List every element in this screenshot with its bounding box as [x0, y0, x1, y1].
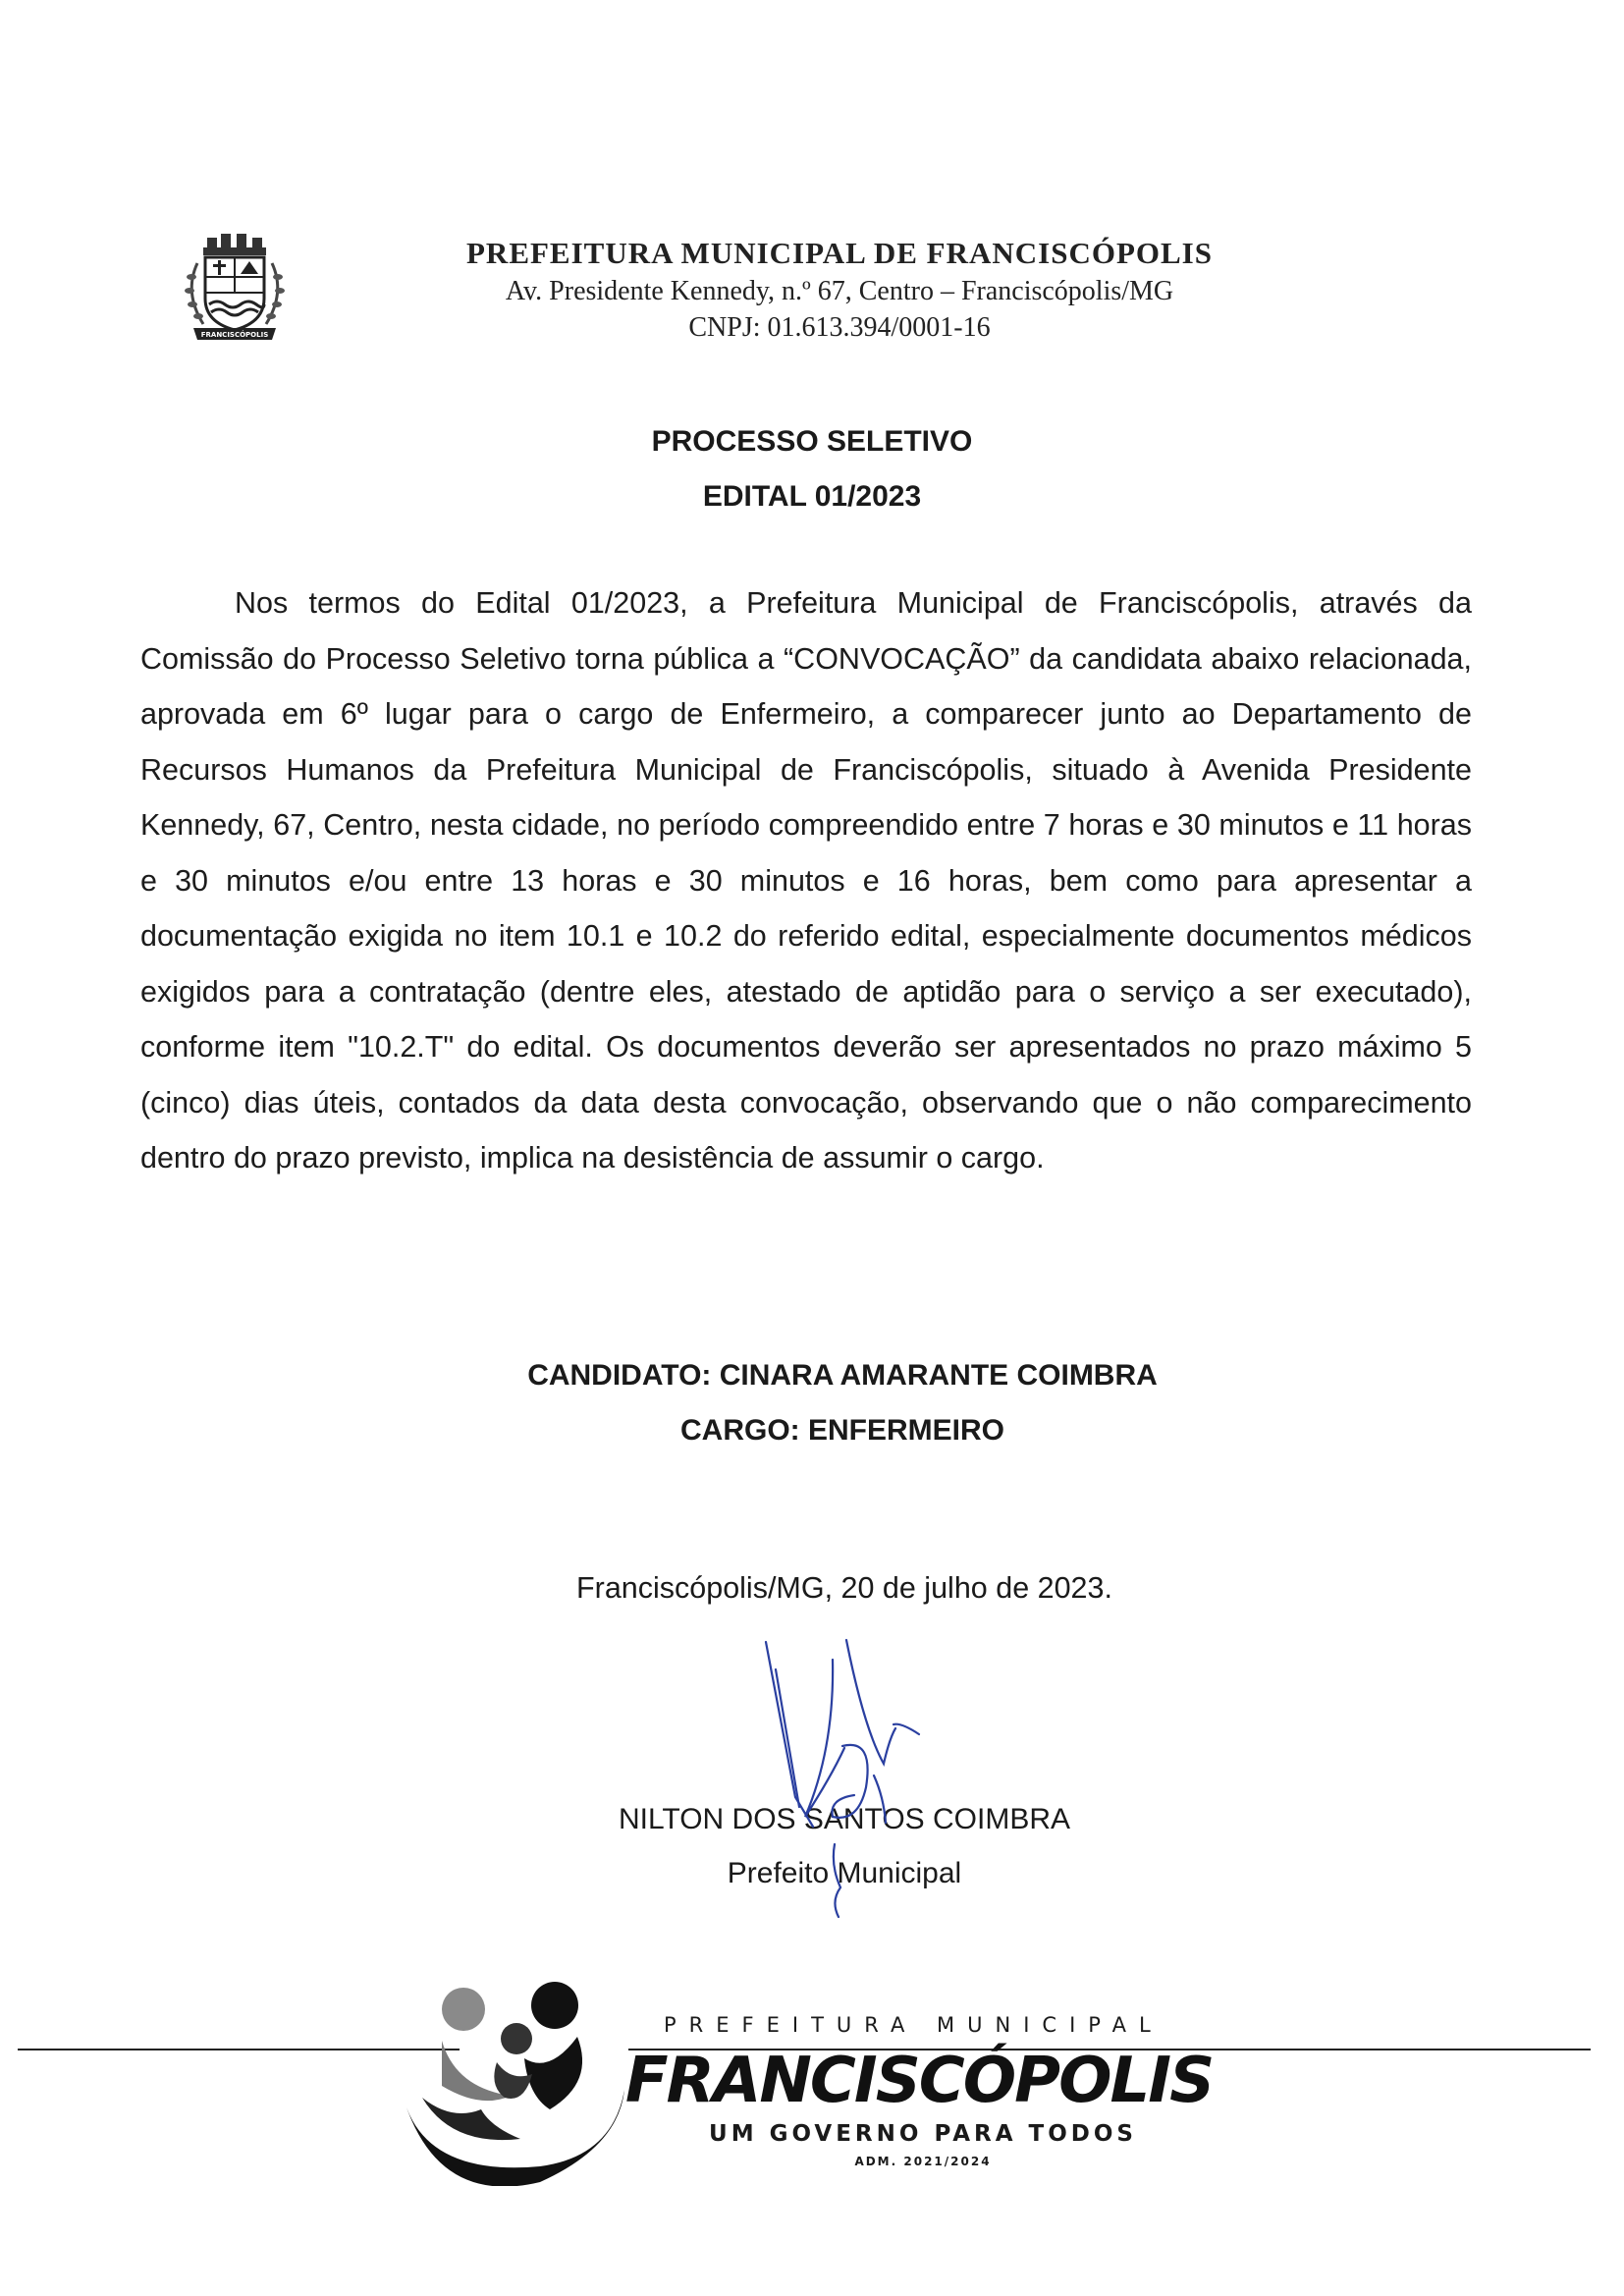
candidate-role: CARGO: ENFERMEIRO: [680, 1414, 1004, 1447]
municipal-crest-icon: [180, 234, 290, 344]
document-date: Franciscópolis/MG, 20 de julho de 2023.: [576, 1571, 1112, 1605]
crest-banner-text: FRANCISCÓPOLIS: [200, 331, 269, 339]
footer-rule-left: [18, 2049, 460, 2050]
letterhead: [412, 234, 1267, 346]
footer-slogan: UM GOVERNO PARA TODOS: [709, 2121, 1137, 2147]
document-title: PROCESSO SELETIVO: [651, 425, 973, 458]
letterhead-cnpj: CNPJ: 01.613.394/0001-16: [688, 312, 991, 343]
letterhead-address: Av. Presidente Kennedy, n.º 67, Centro – Franciscópolis/MG: [505, 276, 1174, 306]
letterhead-title: PREFEITURA MUNICIPAL DE FRANCISCÓPOLIS: [466, 236, 1213, 270]
convocation-paragraph: Nos termos do Edital 01/2023, a Prefeitura Municipal de Franciscópolis, através da Comissão do Processo Seletivo torna pública a “CONVOCAÇÃO” da candidata abaixo relacionada, aprovada em 6º lugar para o cargo de Enfermeiro, a comparecer junto ao Departamento de Recursos Humanos da Prefeitura Municipal de Franciscópolis, situado à Avenida Presidente Kennedy, 67, Centro, nesta cidade, no período compreendido entre 7 horas e 30 minutos e 11 horas e 30 minutos e/ou entre 13 horas e 30 minutos e 16 horas, bem como para apresentar a documentação exigida no item 10.1 e 10.2 do referido edital, especialmente documentos médicos exigidos para a contratação (dentre eles, atestado de aptidão para o serviço a ser executado), conforme item "10.2.T" do edital. Os documentos deverão ser apresentados no prazo máximo 5 (cinco) dias úteis, contados da data desta convocação, observando que o não comparecimento dentro do prazo previsto, implica na desistência de assumir o cargo.: [140, 586, 1472, 1175]
candidate-block: [0, 1348, 1624, 1458]
footer-prefeitura: PREFEITURA MUNICIPAL: [664, 2013, 1164, 2037]
candidate-name: CANDIDATO: CINARA AMARANTE COIMBRA: [527, 1359, 1158, 1392]
signatory-name: NILTON DOS SANTOS COIMBRA: [618, 1803, 1071, 1835]
handwritten-signature: [736, 1630, 992, 1925]
footer-adm: ADM. 2021/2024: [854, 2155, 992, 2168]
signatory-title: Prefeito Municipal: [727, 1857, 962, 1889]
footer-city: FRANCISCÓPOLIS: [624, 2045, 1214, 2117]
family-embrace-logo-icon: [403, 1980, 628, 2186]
document-titles: [0, 414, 1624, 524]
document-subtitle: EDITAL 01/2023: [702, 480, 922, 513]
